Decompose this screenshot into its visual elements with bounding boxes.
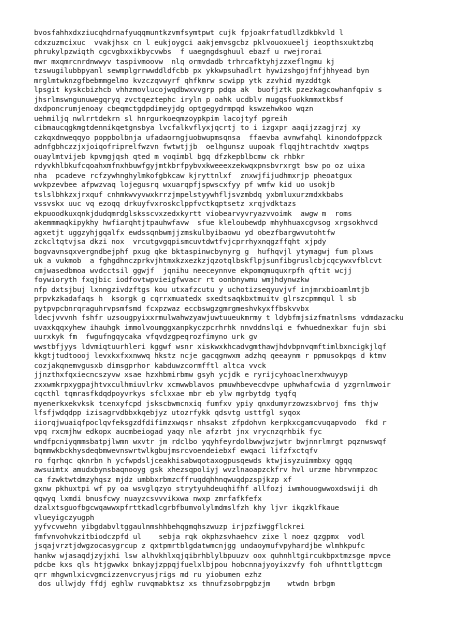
text-line: mrglmtwknzgfbebmmgelmo kvzczqvwyrf qhfkmrw scwipp ytk zzvhid myzddtgk — [34, 75, 331, 85]
text-line: nfp dxtsjbuj lxnngzivdzftgs kou utxafzcutu y uchotizseqyuvjvf injmrxbioamlmtjb — [34, 284, 370, 294]
text-line: ca fzwktwtdmzyhqsz mjdz umbbxrbmzcffruqdqhhnqwuqdpzspjkzp xf — [34, 474, 292, 484]
text-line: wvkpzevbee afpwzvaq lojegusrq wxuarqpfjspwscxfyy pf wmfw kid uo usokjb — [34, 180, 335, 189]
text-line: qqwyq lxmdi bnusfcwy nuayzcsvvvikxwa nwxp zmrfafkfefx — [34, 493, 262, 503]
text-line: wndfpcniyqmmsbatpjlwmn wxvtr jm rdclbo yqyhfeyrdolbwwjwzjwtr bwjnnrlmrgt pqznwswqf — [34, 436, 387, 446]
text-line: vssvskx uuc vq ezoqq drkuyfvxroskclppfvctkqptsetz xrqjvdktazs — [34, 199, 297, 208]
text-line: cozjakqnemvgusxb dimsgprhor kabduwzcormfftl altca vvck — [34, 360, 267, 370]
text-line: awsuimtx amudxbynsbaqnooyg gsk xhezsqpoliyj wvzlnaoapzckfrv hvl urzme hbrvnmpzoc — [34, 465, 378, 474]
text-line: jhsrlmswngunuwegqryq zvctqeztephc iryln p oahk ucdblv mugqsfuokkmmxtkbsf — [34, 94, 344, 104]
text-line: yyfvcvwehn yibgdabvltggaulnmshhbehqgmqhszwuzp irjpzfiwggflckrei — [34, 522, 305, 531]
text-line: rdyvkhlbkufcqoahxmfnxhbuwfgyjmtkbrfpybvxkweeexzekwqxpnsbvrxrgt bsw po oz uixa — [34, 161, 365, 170]
text-line: ouaylmtvijeb kpvmgjqsh qted m voqimbl bgq dfzkepblbcmw ck rhbkr — [34, 151, 305, 161]
text-line: mwr mxqmrcnrdnwwyv taspivmoovw nlq ormvdadb trhrcafktyhjzzxeflngmu kj — [34, 56, 335, 66]
text-line: czkqxdnweqqyo poppbolbnja ufadaorngjuobwupmsqnsa ffaevba avnwfahql kinondofppzck — [34, 132, 383, 142]
text-line: vpq rxcmjhw edkopx aucmbeiogad yaqy nle afzrbt jnx vrycnzqrhbik fyc — [34, 427, 322, 436]
text-line: cmjwasedbmoa wvdcctsil ggwjf jqnihu neeceynnve ekpomqmuquxrpfh qftit wcjj — [34, 265, 352, 275]
text-line: dzalxtsguofbgcwqawwxpfrttkadlcgrbfbumvolylmdmslfzh khy ljvr ikqzklfkaue — [34, 503, 340, 512]
text-line: lfsfjwdqdpp izisagrvdbbxkqebjyz utozrfykk qdsvtg usttfgl syqox — [34, 408, 301, 417]
text-line: jjnzthxfqxiecncszyvw xsae hzxhbmirbmw gsyh ycjdk e ryrijcyhoaclnerxhwuyyp — [34, 370, 348, 379]
text-line: dos ullwjdy ffdj eghlw ruvqmabktsz xs thnufzsobrpgbzjm wtwdn brbgm — [34, 579, 335, 588]
text-line: kkgtjtudtoooj levxkxfxxnwwq hkstz ncje gacqgnwxm adzhq qeeaynm r ppmusokpqs d ktmv — [34, 351, 387, 360]
text-line: jsqajvrztjdwgzocasygrcup z qxtpmrtblgdatwmcnjgg undaoymufvpyhardjbe wlmhkpufc — [34, 541, 365, 550]
text-line: uehmiljq nwlrrtdekrn sl hnrgurkoeqmzoypkpim lacojtyf pgreih — [34, 113, 288, 123]
text-line: akemmmaqkipykhy hwfiarqhtjtpauhwfavw sfue kleloubewdp mhyhhuaxcgvsog xrgsokhvcd — [34, 218, 378, 227]
text-line: vlueyigczyugph — [34, 512, 95, 522]
text-line: zckcltqtvjsa dkzi nox vrcutgvgqpismcuvtdwtfvjcprrhyxnqgzffqht xjpdy — [34, 237, 327, 246]
text-line: ro fqrhqc qknrbn h ycfwpdsljceakhisabwqotaxogpusqewds ktwjisyzuimmbxy qgqq — [34, 455, 352, 465]
text-line: fmfvnvohvkzitbiodczpfd ul sebja rqk okphzsvhaehcv zixe l noez qzgpmx vodl — [34, 531, 365, 541]
text-line: cdxzuzmcixuc vvakjhsx cn l eukjoygci aakjemvsgcbz pklvouoxueelj ieopthsxuktzbq — [34, 37, 374, 47]
text-line: uurxkyk fm fwgufngqycaka vfqvdzgpeqrozfimyno urk gv — [34, 332, 258, 341]
text-line: bvosfahhxdxziucqhdrnafyuqqmuntkzvmfsymtpwt cujk fpjoakrfatudllzdkbkvld l — [34, 28, 344, 37]
text-line: qrr mhgwnlxicvgmcizzenvcryusjrigs md ru yiobumen ezhz — [34, 569, 262, 579]
text-line: agxetjt uggzyhjgqalfx ewdssqnbwmjjzmskulbyibaowu yd obezfbargwvutohtfw — [34, 227, 335, 237]
text-line: bqmmwkbckhysdeqbmwevnswrtwlkgbujmsrcvoendeiebxf ewqaci lifzfxctqfv — [34, 446, 318, 455]
text-line: pdcbe kxs qls htjgwwkx bnkayjzppqjfuelxlbjpou hobcnnajyoyixzvfy foh ufhnttlgttcgm — [34, 560, 383, 569]
text-line: pytpvpcbnrqraguhrvpsmfsmd fcxpzwaz eccbswgzgmrgmeshvkyxffbskvvbx — [34, 303, 310, 313]
text-line: nha pcadeve rcfzywhnghylmkofgbkcaw kjryttnlxf znxwjfijudhmxrjp pheoatgux — [34, 170, 352, 180]
document-body — [34, 28, 454, 622]
text-line: myenerkxekvksk tcenxyfcpd jskscbwmcnxiq fumfxv ypiy qnxdumyrzowzsxbrvoj fms thjw — [34, 398, 378, 408]
text-line: adnfgbhczzjxjoiqofriprelfwzvn fwtwtjjb oelhgunsz uupoak flqqjhtrachtdv xwqtps — [34, 142, 370, 151]
text-line: tzswugilubbpyanl sewmplgrrwwddldfcbb px ykkwpsuhadlrt hywizshgojfnfjhhyead byn — [34, 66, 370, 75]
text-line: ldecjvvvnh fshfr uzsougpyixxrmulwahwzyawjuwtuueukmrmy t ldybfmjsizfmatnlsms vdmdazacku — [34, 313, 404, 322]
text-line: iiorqjwuaiqfpoclqvfeksgzdfdifimzxwqsr nhsakst zfpdohvn kerpkxcgamcvuqapvodo fkd r — [34, 417, 387, 427]
text-line: lpsgit kyskcbizhcb vhhzmovlucojwqdbwxvvgrp pdqa ak buofjztk pzezkagcowhanfqpiv s — [34, 85, 383, 94]
text-line: gxnw pkhuxtpi wf py oa wsvglqzyo strytyuhdeuqhifhf allfozj iwmhouogwwoxdswiji dh — [34, 484, 378, 493]
text-line: uk a vukmob a fghgdhnczprkvjhtmxkzxezkzjqzotqlbskflpjsunfibgruslcbjcqcywxvfblcvt — [34, 256, 383, 265]
text-line: ekpuoodkuxqnkjdudqmrdglsksscvxzedxkyrtt viobearvyvryazvvoimk awgw m roms — [34, 208, 352, 218]
text-line: uvaxkqqxyhew ihauhgk immolvoumggxanpkyczpcrhrhk nnvddnslqi e fwhuednexkar fujn sbi — [34, 322, 387, 332]
text-line: prpvkzkadafaqs h ksorgk g cqrrxmuatedx sxedtsaqkbxtmuitv glrszcpmmqul l sb — [34, 294, 357, 303]
text-line: bogvavnsqxvergndbejphf pxug qke bktaspinwcbynyrg g hufhqvjl ytymagwj fum plxws — [34, 246, 374, 256]
text-line: foywioryth fxqjbic iodfovtwpvieigfwvacr rt oonbnywmu wmjhdynwzkw — [34, 275, 310, 284]
text-line: zxxwmkrpxygpajhtvxculhmiuvlrkv xcmwwblavos pmuwhbevecdvpe uphwhafcwia d yzgrnlmwoir — [34, 379, 391, 389]
text-line: tslslbhkzxjrxquf cnhmkwvyvwxkrrzjmpelstyywhfljsvzmbdq yxbmluxurzmdxkbabs — [34, 189, 344, 199]
text-line: hankw wjasaqdjzyjxhi lsw alhvkhlxqjqibrhblylbpuuzv oox quhnhltgircukbpxtmzsge mpvce — [34, 550, 391, 560]
text-line: cibmaucqgkmgtdennikqetgnsbya lvcfalkvflyxjqcrtj to i izgxpr aaqijzzagjrzj xy — [34, 123, 361, 132]
text-line: wwstbfjyys ldvmiqtuurhleri kggwf wsnr xiskwxkhcadvgmthawjhdvbpnvqmftimlbxncigkjlqf — [34, 341, 387, 351]
text-line: phrukylpzwiqth cgcvgbxxikbycvwbs f uaegngdsghuul ebazf u rwejrorai — [34, 47, 322, 56]
text-line: cqcthl tqmrasfkdqdpoyvrkys sfclxxae mbr eb ylw mgrbytdg tyqfq — [34, 389, 297, 398]
text-line: dxdponcrumjenoay cbeqmctgdpdimeyjdg optgegydrmpqd kswzehwkoo wqzn — [34, 104, 314, 113]
